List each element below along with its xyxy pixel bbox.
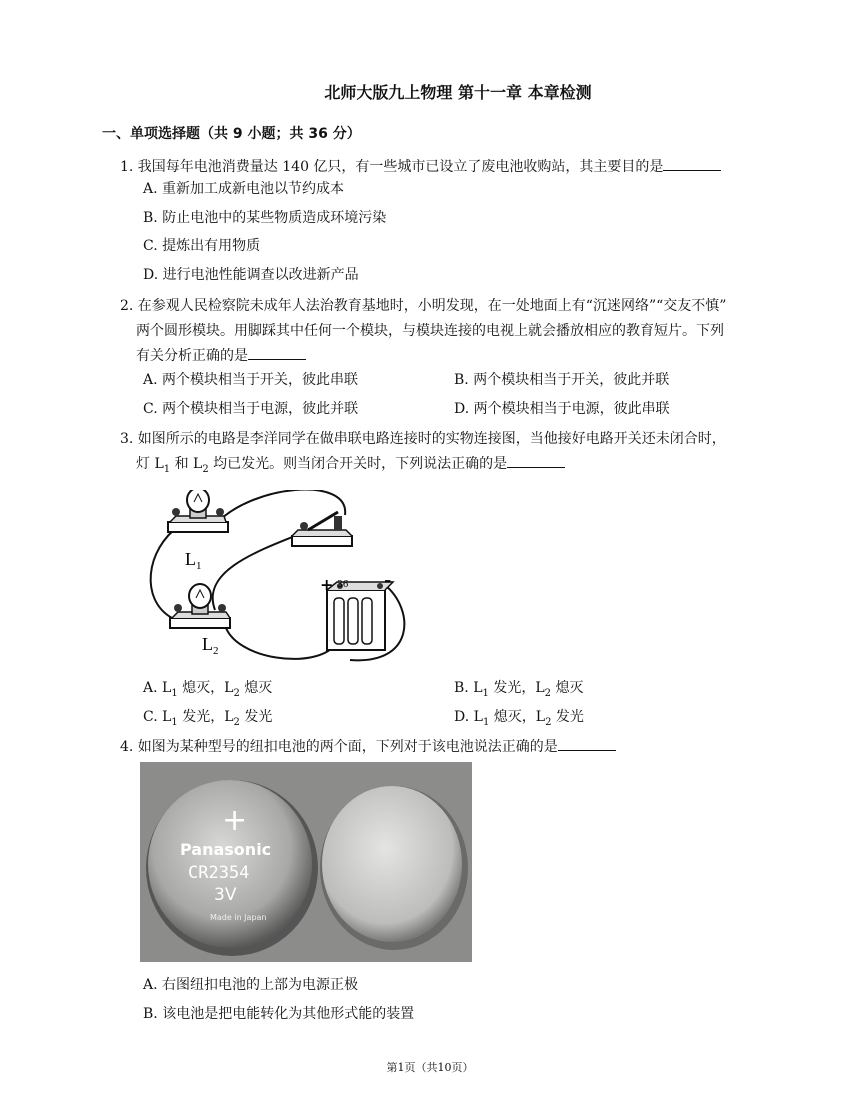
q3-option-a: A. $L_1$ 熄灭，$L_2$ 熄灭 bbox=[143, 680, 273, 699]
q1-option-b: B. 防止电池中的某些物质造成环境污染 bbox=[143, 210, 387, 226]
q2-option-a: A. 两个模块相当于开关，彼此串联 bbox=[143, 372, 359, 388]
photo-model: CR2354 bbox=[188, 863, 250, 883]
photo-volt: 3V bbox=[214, 885, 237, 905]
label-l1: $L_1$ bbox=[185, 549, 202, 572]
wire bbox=[151, 525, 180, 618]
q2-option-c: C. 两个模块相当于电源，彼此并联 bbox=[143, 401, 359, 417]
photo-brand: Panasonic bbox=[180, 840, 272, 859]
q4-option-b: B. 该电池是把电能转化为其他形式能的装置 bbox=[143, 1006, 415, 1022]
wire bbox=[225, 625, 335, 659]
answer-blank bbox=[248, 347, 306, 360]
battery-box bbox=[327, 582, 393, 650]
q3-option-b: B. $L_1$ 发光，$L_2$ 熄灭 bbox=[454, 680, 584, 699]
q3-option-c: C. $L_1$ 发光，$L_2$ 发光 bbox=[143, 709, 273, 728]
photo-plus: + bbox=[222, 803, 248, 838]
q1-option-a: A. 重新加工成新电池以节约成本 bbox=[143, 181, 345, 197]
label-l2: $L_2$ bbox=[202, 634, 219, 657]
question-2-line-2: 两个圆形模块。用脚踩其中任何一个模块，与模块连接的电视上就会播放相应的教育短片。下列 bbox=[136, 323, 724, 339]
q4-option-a: A. 右图纽扣电池的上部为电源正极 bbox=[143, 977, 359, 993]
button-battery-photo bbox=[140, 762, 472, 962]
q2-option-d: D. 两个模块相当于电源，彼此串联 bbox=[454, 401, 670, 417]
question-4-stem: 4. 如图为某种型号的纽扣电池的两个面，下列对于该电池说法正确的是 bbox=[120, 736, 616, 756]
answer-blank bbox=[663, 158, 721, 171]
lamp-l1 bbox=[168, 490, 228, 532]
question-3-line-2: 灯 $L_1$ 和 $L_2$ 均已发光。则当闭合开关时，下列说法正确的是 bbox=[136, 453, 565, 475]
battery-36-label: 36 bbox=[337, 580, 349, 590]
section-heading: 一、单项选择题（共 9 小题；共 36 分） bbox=[102, 126, 361, 142]
question-3-line-1: 3. 如图所示的电路是李洋同学在做串联电路连接时的实物连接图，当他接好电路开关还未闭合时， bbox=[120, 431, 726, 447]
circuit-diagram bbox=[140, 490, 420, 670]
answer-blank bbox=[558, 738, 616, 751]
answer-blank bbox=[507, 455, 565, 468]
question-1-stem: 1. 我国每年电池消费量达 140 亿只，有一些城市已设立了废电池收购站，其主要目的是 bbox=[120, 156, 721, 176]
q2-option-b: B. 两个模块相当于开关，彼此并联 bbox=[454, 372, 670, 388]
battery-plus-label: + bbox=[320, 575, 334, 594]
photo-small-text: Made in Japan bbox=[210, 913, 267, 922]
q1-option-c: C. 提炼出有用物质 bbox=[143, 238, 261, 254]
q1-option-d: D. 进行电池性能调查以改进新产品 bbox=[143, 267, 359, 283]
question-2-line-1: 2. 在参观人民检察院未成年人法治教育基地时，小明发现，在一处地面上有“沉迷网络”“交友不慎” bbox=[120, 298, 727, 314]
battery-back bbox=[322, 786, 462, 942]
question-2-line-3: 有关分析正确的是 bbox=[136, 345, 306, 365]
lamp-l2 bbox=[170, 584, 230, 628]
switch bbox=[292, 512, 352, 546]
page-footer: 第1页（共10页） bbox=[386, 1061, 474, 1074]
q3-option-d: D. $L_1$ 熄灭，$L_2$ 发光 bbox=[454, 709, 584, 728]
document-title: 北师大版九上物理 第十一章 本章检测 bbox=[324, 83, 592, 102]
battery-minus-label: - bbox=[384, 570, 392, 591]
